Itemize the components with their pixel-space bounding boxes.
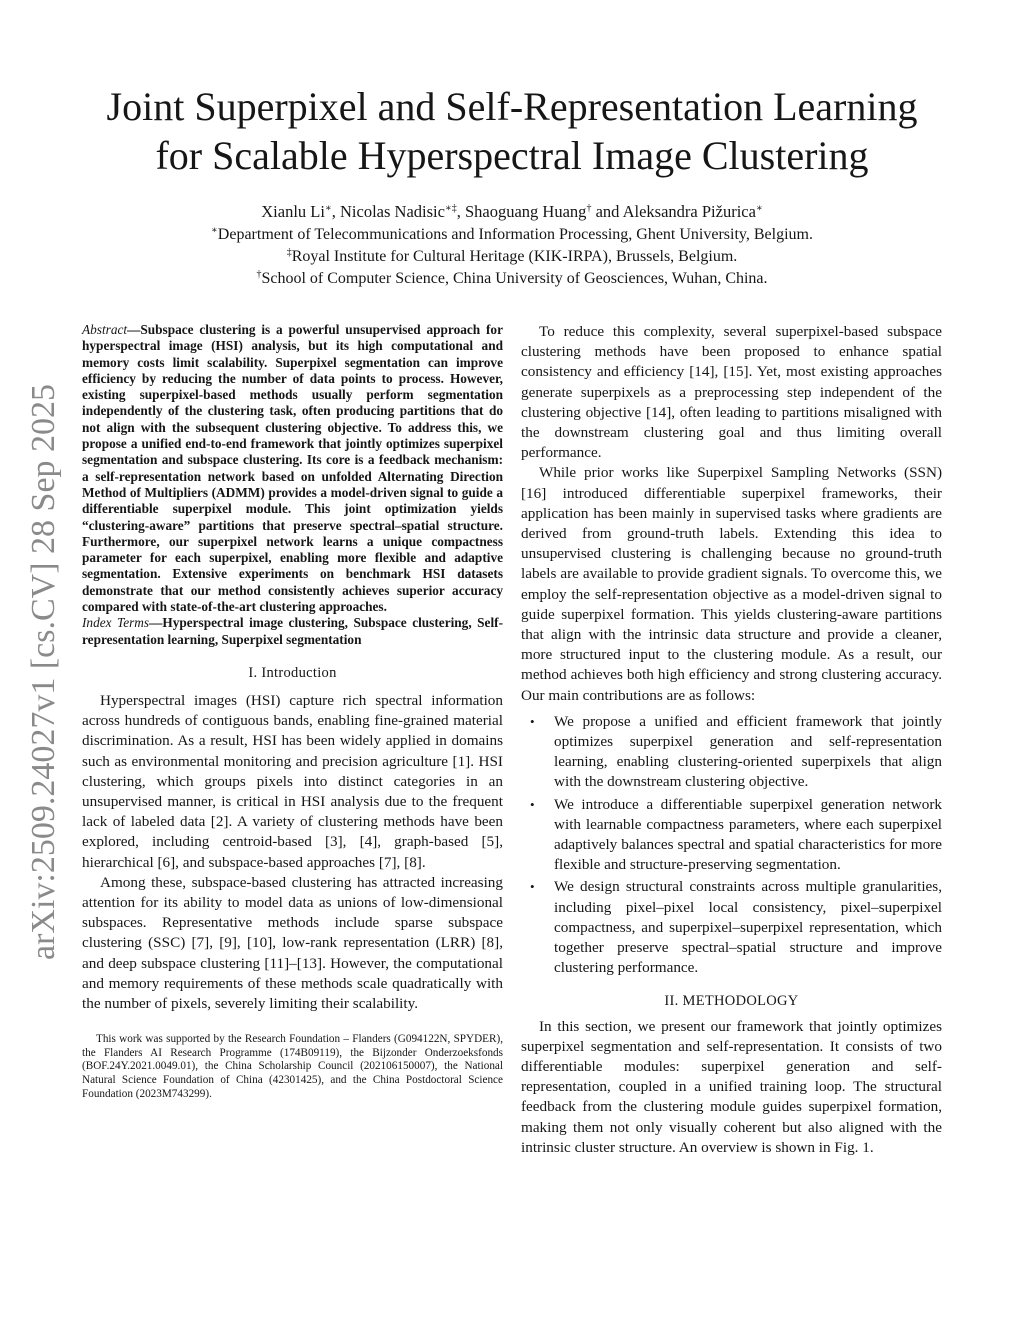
affiliation-1 [100,224,924,246]
affiliation-3-mark: † [256,269,262,280]
abstract-text: —Subspace clustering is a powerful unsupervised approach for hyperspectral image (HSI) analysis, but its high computational and memory costs limit scalability. Superpixel segmentation can improve efficiency by reducing the number of data points to process. However, existing superpixel-based methods usually perform segmentation independently of the clustering task, often producing partitions that do not align with the subsequent clustering objective. To address this, we propose a unified end-to-end framework that jointly optimizes superpixel segmentation and subspace clustering. Its core is a feedback mechanism: a self-representation network based on unfolded Alternating Direction Method of Multipliers (ADMM) provides a model-driven signal to guide a differentiable superpixel module. This joint optimization yields “clustering-aware” partitions that preserve spectral–spatial structure. Furthermore, our superpixel network learns a unique compactness parameter for each superpixel, enabling more flexible and adaptive segmentation. Extensive experiments on benchmark HSI datasets demonstrate that our method consistently achieves superior accuracy compared with state-of-the-art clustering approaches. [82,322,503,615]
right-paragraph-2: While prior works like Superpixel Sampling Networks (SSN) [16] introduced differentiable superpixel frameworks, their application has been mainly in supervised tasks where gradients are derived from ground-truth labels. Extending this idea to unsupervised clustering is challenging because no ground-truth labels are available to provide gradient signals. To overcome this, we employ the self-representation objective as a model-driven signal to guide superpixel formation. This yields clustering-aware partitions that align with the intrinsic data structure and provide a cleaner, more structured input to the clustering module. As a result, our method achieves both high efficiency and strong clustering accuracy. Our main contributions are as follows: [521,464,942,704]
affiliation-2 [100,246,924,268]
author-4: Aleksandra Pižurica [622,202,756,221]
methodology-paragraph: In this section, we present our framework that jointly optimizes superpixel segmentation and self-representation. It consists of two differentiable modules: superpixel generation and self-representation, coupled in a unified training loop. The structural feedback from the clustering module guides superpixel formation, making them not only visually coherent but also aligned with the intrinsic cluster structure. An overview is shown in Fig. 1. [521,1017,942,1156]
funding-footnote: This work was supported by the Research Foundation – Flanders (G094122N, SPYDER), the Flanders AI Research Programme (174B09119), the Bijzonder Onderzoeksfonds (BOF.24Y.2021.0049.01), the China Scholarship Council (202106150007), the National Natural Science Foundation of China (42301425), and the China Postdoctoral Science Foundation (2023M743299). [82,1033,503,1100]
index-terms [82,615,503,648]
arxiv-id-text: arXiv:2509.24027v1 [cs.CV] 28 Sep 2025 [25,383,62,960]
author-and: and [595,202,620,221]
author-2: Nicolas Nadisic [340,202,445,221]
arxiv-side-label [10,370,72,970]
intro-paragraph-2: Among these, subspace-based clustering has attracted increasing attention for its ability to model data as unions of low-dimensional subspaces. Representative methods include sparse subspace clustering (SSC) [7], [9], [10], low-rank representation (LRR) [8], and deep subspace clustering [11]–[13]. However, the computational and memory requirements of these methods scale quadratically with the number of pixels, severely limiting their scalability. [82,873,503,1012]
section-1-heading: I. Introduction [248,664,337,681]
author-1: Xianlu Li [261,202,325,221]
author-3-mark: † [586,203,592,214]
contribution-text: We propose a unified and efficient framework that jointly optimizes superpixel generation and self-representation learning, enabling clustering-oriented superpixels that align with the downstream clustering objective. [554,712,942,791]
author-2-mark: ∗‡ [444,203,457,214]
abstract [82,322,503,615]
affiliation-2-mark: ‡ [286,247,292,258]
contribution-item [521,795,942,876]
author-names: Xianlu Li∗, Nicolas Nadisic∗‡, Shaoguang Huang† and Aleksandra Pižurica∗ [261,202,763,221]
author-3: Shaoguang Huang [464,202,587,221]
index-terms-text: —Hyperspectral image clustering, Subspace clustering, Self-representation learning, Superpixel segmentation [82,615,503,647]
bullet-icon: • [530,713,535,729]
contribution-text: We introduce a differentiable superpixel generation network with learnable compactness parameters, where each superpixel adaptively balances spectral and spatial characteristics for more flexible and structure-preserving segmentation. [554,795,942,874]
affiliation-2-text: Royal Institute for Cultural Heritage (KIK-IRPA), Brussels, Belgium. [291,248,738,265]
contribution-text: We design structural constraints across multiple granularities, including pixel–pixel local consistency, pixel–superpixel compactness, and superpixel–superpixel representation, which together preserve spectral–spatial structure and improve clustering performance. [554,878,942,977]
affiliation-1-mark: ∗ [211,225,218,236]
bullet-icon: • [530,796,535,812]
contribution-item [521,712,942,793]
abstract-label: Abstract [82,322,128,337]
author-block [100,201,924,290]
bullet-icon: • [530,879,535,895]
index-terms-label: Index Terms [82,615,150,631]
author-4-mark: ∗ [755,203,763,214]
arxiv-side-label-svg [10,370,72,970]
right-column [521,322,942,1158]
section-2-heading: II. METHODOLOGY [664,992,799,1009]
contributions-list [521,712,942,979]
paper-title [80,82,944,180]
intro-paragraph-1: Hyperspectral images (HSI) capture rich spectral information across hundreds of contiguous bands, enabling fine-grained material discrimination. As a result, HSI has been widely applied in domains such as environmental monitoring and precision agriculture [1]. HSI clustering, which groups pixels into distinct categories in an unsupervised manner, is critical in HSI analysis due to the frequent lack of labeled data [2]. A variety of clustering methods have been explored, including centroid-based [3], [4], graph-based [5], hierarchical [6], and subspace-based approaches [7], [8]. [82,691,503,871]
left-column [82,322,503,1112]
author-1-mark: ∗ [324,203,332,214]
affiliation-1-text: Department of Telecommunications and Information Processing, Ghent University, Belgium. [217,226,813,243]
affiliation-3-text: School of Computer Science, China University of Geosciences, Wuhan, China. [261,270,768,287]
title-line-1: Joint Superpixel and Self-Representation Learning [106,84,918,129]
contribution-item [521,877,942,978]
right-paragraph-1: To reduce this complexity, several superpixel-based subspace clustering methods have been proposed to enhance spatial consistency and efficiency [14], [15]. Yet, most existing approaches generate superpixels as a preprocessing step independent of the clustering objective [14], often leading to partitions misaligned with the downstream clustering goal and thus limiting overall performance. [521,323,942,462]
title-line-2: for Scalable Hyperspectral Image Clustering [155,133,869,178]
affiliation-3 [100,268,924,290]
